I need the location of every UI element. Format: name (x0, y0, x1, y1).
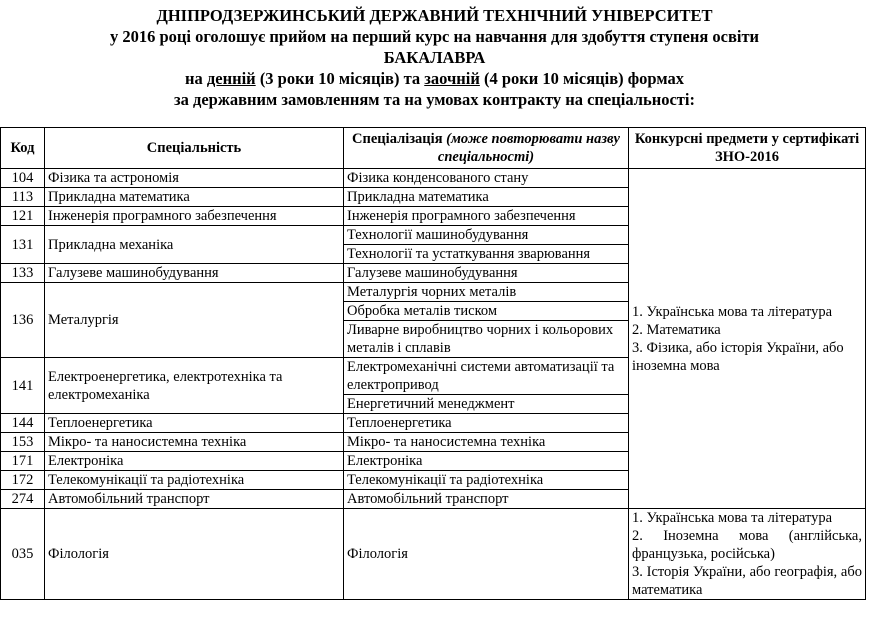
study-forms-line: на денній (3 роки 10 місяців) та заочній (4 роки 10 місяців) формах (185, 69, 684, 88)
code-cell: 136 (1, 283, 45, 358)
code-cell: 104 (1, 169, 45, 188)
funding-line: за державним замовленням та на умовах контракту на спеціальності: (174, 90, 695, 109)
specialty-cell: Автомобільний транспорт (45, 490, 344, 509)
specialty-cell: Фізика та астрономія (45, 169, 344, 188)
table-row (1, 169, 866, 188)
specialization-cell: Технології та устаткування зварювання (344, 245, 629, 264)
specialization-cell: Філологія (344, 509, 629, 600)
subjects-cell: 1. Українська мова та література 2. Математика 3. Фізика, або історія України, або іноземна мова (629, 169, 866, 509)
specialty-cell: Електроніка (45, 452, 344, 471)
specialization-cell: Галузеве машинобудування (344, 264, 629, 283)
code-cell: 172 (1, 471, 45, 490)
specialization-cell: Технології машинобудування (344, 226, 629, 245)
specialties-table (0, 127, 866, 600)
column-header-specialty: Спеціальність (45, 128, 344, 169)
announcement-header (0, 5, 869, 110)
column-header-subjects: Конкурсні предмети у сертифікаті ЗНО-2016 (629, 128, 866, 169)
specialization-cell: Прикладна математика (344, 188, 629, 207)
specialty-cell: Філологія (45, 509, 344, 600)
specialization-cell: Електромеханічні системи автоматизації та електропривод (344, 358, 629, 395)
specialty-cell: Прикладна математика (45, 188, 344, 207)
code-cell: 153 (1, 433, 45, 452)
table-header-row (1, 128, 866, 169)
code-cell: 131 (1, 226, 45, 264)
specialty-cell: Телекомунікації та радіотехніка (45, 471, 344, 490)
specialty-cell: Мікро- та наносистемна техніка (45, 433, 344, 452)
specialization-cell: Автомобільний транспорт (344, 490, 629, 509)
specialization-cell: Інженерія програмного забезпечення (344, 207, 629, 226)
specialty-cell: Прикладна механіка (45, 226, 344, 264)
specialty-cell: Електроенергетика, електротехніка та електромеханіка (45, 358, 344, 414)
subjects-cell-philology: 1. Українська мова та література 2. Іноземна мова (англійська, французька, російська) 3. Історія України, або географія, або математика (629, 509, 866, 600)
code-cell: 133 (1, 264, 45, 283)
specialization-cell: Електроніка (344, 452, 629, 471)
code-cell: 274 (1, 490, 45, 509)
specialization-cell: Ливарне виробництво чорних і кольорових металів і сплавів (344, 321, 629, 358)
specialization-cell: Енергетичний менеджмент (344, 395, 629, 414)
specialization-cell: Телекомунікації та радіотехніка (344, 471, 629, 490)
degree-title: БАКАЛАВРА (383, 48, 486, 67)
extramural-form: заочній (424, 69, 480, 88)
table-row (1, 509, 866, 600)
specialization-cell: Теплоенергетика (344, 414, 629, 433)
specialization-cell: Мікро- та наносистемна техніка (344, 433, 629, 452)
university-name: ДНІПРОДЗЕРЖИНСЬКИЙ ДЕРЖАВНИЙ ТЕХНІЧНИЙ УНІВЕРСИТЕТ (156, 6, 713, 25)
code-cell: 171 (1, 452, 45, 471)
specialization-cell: Фізика конденсованого стану (344, 169, 629, 188)
column-header-specialization: Спеціалізація (може повторювати назву спеціальності) (344, 128, 629, 169)
code-cell: 144 (1, 414, 45, 433)
full-time-form: денній (206, 69, 256, 88)
specialty-cell: Металургія (45, 283, 344, 358)
specialization-cell: Обробка металів тиском (344, 302, 629, 321)
specialty-cell: Галузеве машинобудування (45, 264, 344, 283)
announcement-line: у 2016 році оголошує прийом на перший курс на навчання для здобуття ступеня освіти (109, 27, 760, 46)
column-header-code: Код (1, 128, 45, 169)
specialization-cell: Металургія чорних металів (344, 283, 629, 302)
code-cell: 113 (1, 188, 45, 207)
code-cell: 035 (1, 509, 45, 600)
code-cell: 121 (1, 207, 45, 226)
specialty-cell: Інженерія програмного забезпечення (45, 207, 344, 226)
code-cell: 141 (1, 358, 45, 414)
specialty-cell: Теплоенергетика (45, 414, 344, 433)
